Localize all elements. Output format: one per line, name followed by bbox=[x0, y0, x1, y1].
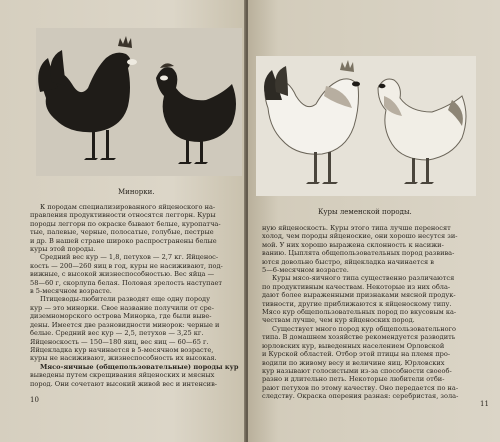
text-line: тивности, другие приближаются к яйценоскому типу. bbox=[262, 299, 452, 308]
text-line: Мясо кур общепользовательных пород по вкусовым ка- bbox=[262, 308, 457, 317]
text-line: типа. В домашнем хозяйстве рекомендуется разводить bbox=[262, 333, 456, 342]
text-line: вижные, с высокой жизнеспособностью. Вес яйца — bbox=[30, 270, 215, 279]
text-line: по продуктивным качествам. Некоторые из них обла- bbox=[262, 282, 451, 291]
text-line: белые. Средний вес кур — 2,5, петухов — 3,25 кг. bbox=[30, 329, 204, 338]
text-line: Яйценоскость — 150—180 яиц, вес яиц — 60—65 г. bbox=[30, 337, 209, 346]
text-line: К породам специализированного яйценоского на- bbox=[40, 203, 216, 211]
text-line: и Курской областей. Отбор этой птицы на племя про- bbox=[262, 350, 451, 359]
text-line: мой. У них хорошо выражена склонность к насижи- bbox=[262, 240, 444, 249]
text-line: пород. Они сочетают высокий живой вес и интенсив- bbox=[30, 379, 218, 388]
text-line: куры не насиживают, жизнеспособность их высокая. bbox=[30, 354, 217, 363]
text-line: 5—6-месячном возрасте. bbox=[262, 266, 349, 275]
right-body-text bbox=[262, 224, 488, 401]
leghorn-caption: Куры леменской породы. bbox=[318, 208, 412, 216]
text-line: рают петухов по этому качеству. Оно передается по на- bbox=[262, 383, 459, 392]
page-number-right: 11 bbox=[480, 400, 489, 408]
page-number-left: 10 bbox=[30, 396, 39, 404]
left-body-text bbox=[30, 203, 242, 388]
text-line: породы леггорн по окраске бывают белые, куропатча- bbox=[30, 219, 221, 228]
text-line: ются довольно быстро, яйцекладка начинается в bbox=[262, 257, 434, 266]
text-line: правления продуктивности относятся леггорн. Куры bbox=[30, 211, 216, 220]
right-page bbox=[248, 0, 500, 442]
text-line: Куры мясо-яичного типа существенно различаются bbox=[272, 274, 455, 283]
text-line: кость — 200—260 яиц в год, куры не насиживают, под- bbox=[30, 261, 223, 270]
left-page bbox=[0, 0, 246, 442]
text-line: Птицеводы-любители разводят еще одну породу bbox=[40, 295, 210, 304]
text-line: разно и длительно петь. Некоторые любители отби- bbox=[262, 375, 445, 384]
minorca-photo bbox=[36, 28, 242, 176]
text-line: Мясо-яичные (общепользовательные) породы кур bbox=[40, 362, 239, 371]
text-line: Средний вес кур — 1,8, петухов — 2,7 кг. Яйценос- bbox=[40, 253, 219, 262]
text-line: Яйцекладка кур начинается в 5-месячном возрасте, bbox=[30, 345, 214, 354]
text-line: ную яйценоскость. Куры этого типа лучше переносят bbox=[262, 224, 451, 232]
text-line: дены. Имеется две разновидности минорок: черные и bbox=[30, 320, 220, 329]
text-line: водили по живому весу и величине яиц. Юрловских bbox=[262, 358, 445, 367]
text-line: и др. В нашей стране широко распространены белые bbox=[30, 236, 217, 245]
text-line: кур называют голосистыми из-за способности своеоб- bbox=[262, 366, 452, 375]
text-line: чествам лучше, чем кур яйценоских пород. bbox=[262, 316, 415, 325]
text-line: выведены путем скрещивания яйценоских и мясных bbox=[30, 371, 215, 380]
text-line: ванию. Цыплята общепользовательных пород развива- bbox=[262, 249, 455, 258]
text-line: тые, палевые, черные, полосатые, голубые, пестрые bbox=[30, 228, 214, 237]
minorca-caption: Минорки. bbox=[118, 188, 155, 196]
text-line: дают более выраженными признаками мясной продук- bbox=[262, 291, 456, 300]
text-line: 58—60 г, скорлупа белая. Половая зрелость наступает bbox=[30, 278, 223, 287]
text-line: юрловских кур, выведенных населением Орловской bbox=[262, 341, 445, 350]
text-line: кур — это минорки. Свое название получили от сре- bbox=[30, 303, 214, 312]
text-line: в 5-месячном возрасте. bbox=[30, 287, 112, 296]
text-line: следству. Окраска оперения разная: серебристая, зола- bbox=[262, 392, 459, 401]
leghorn-photo bbox=[256, 56, 476, 196]
text-line: диземноморского острова Минорка, где были выве- bbox=[30, 312, 212, 321]
text-line: Существует много пород кур общепользовательного bbox=[272, 324, 457, 333]
text-line: холод, чем породы яйценоские, они хорошо несутся зи- bbox=[262, 232, 458, 241]
text-line: куры этой породы. bbox=[30, 245, 96, 254]
